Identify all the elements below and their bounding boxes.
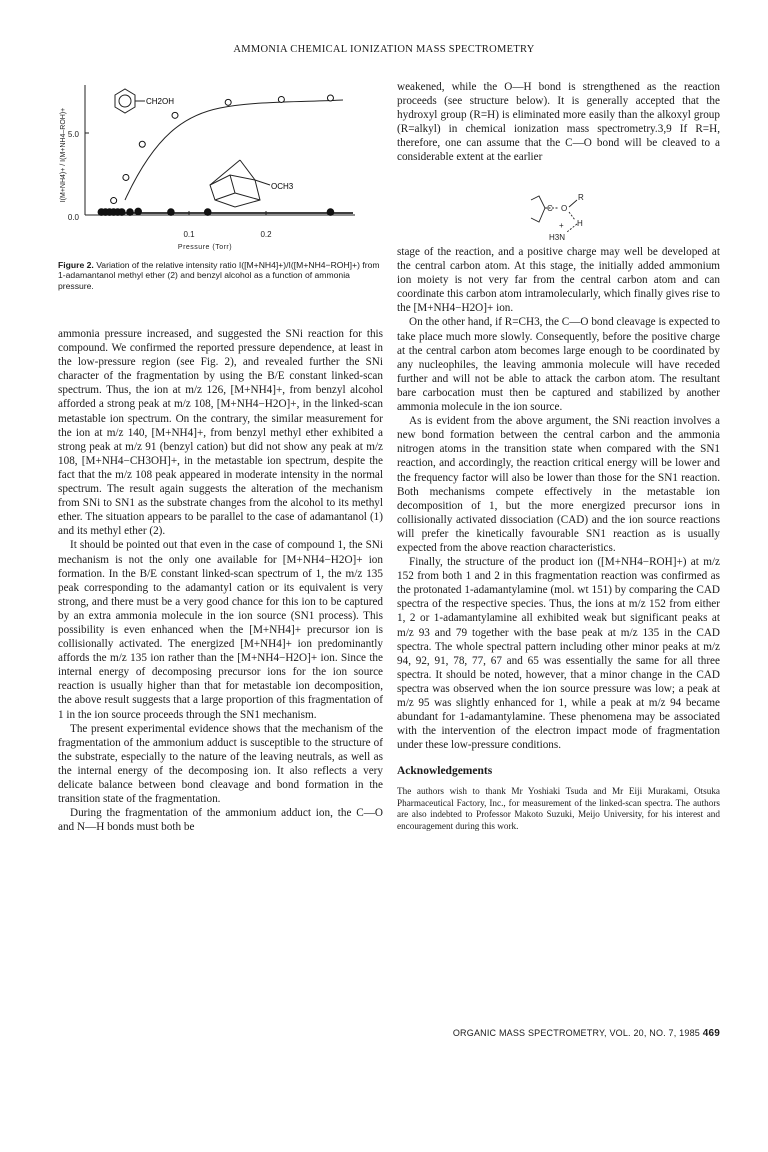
structure-n: H3N xyxy=(549,233,566,242)
data-point-ether xyxy=(135,208,142,215)
figure-caption-text: Variation of the relative intensity ratio I([M+NH4]+)/I([M+NH4−ROH]+) from 1-adamantanol methyl ether (2) and benzyl alcohol as a function of ammonia pressure. xyxy=(58,260,380,291)
footer-journal: ORGANIC MASS SPECTROMETRY, VOL. 20, NO. 7, 1985 xyxy=(452,1028,700,1038)
paragraph: ammonia pressure increased, and suggested the SNi reaction for this compound. We confirmed the reported pressure dependence, at least in the low-pressure region (see Fig. 2), and revealed further the SNi character of the fragmentation by using the B/E constant linked-scan spectrum. Thus, the ion at m/z 126, [M+NH4]+, from benzyl alcohol afforded a strong peak at m/z 108, [M+NH4−H2O]+, in the linked-scan metastable ion spectrum. On the contrary, the similar measurement for the ion at m/z 140, [M+NH4]+, from benzyl methyl ether exhibited a strong peak at m/z 91 (benzyl cation) but did not show any peak at m/z 108, [M+NH4−CH3OH]+, in the metastable ion spectrum, despite the fact that the m/z 108 peak appeared in moderate intensity in the normal spectrum. The result again suggests the alteration of the mechanism from SNi to SN1 as the substrate changes from the alcohol to its methyl ether. The situation appears to be parallel to the case of adamantanol (1) and its methyl ether (2). xyxy=(58,328,383,538)
running-head: AMMONIA CHEMICAL IONIZATION MASS SPECTROMETRY xyxy=(233,44,535,55)
x-axis-label: Pressure (Torr) xyxy=(177,244,233,251)
benzyl-label: CH2OH xyxy=(146,97,175,106)
paragraph: On the other hand, if R=CH3, the C—O bond cleavage is expected to take place much more slowly. Consequently, before the positive charge at the central carbon atom becomes large enough to be coordinated by any nucleophiles, the leaving ammonia molecule will have receded further and will not be able to attack the carbon atom. The resultant bare carbocation must then be captured and stabilized by another ammonia molecule in the ion source. xyxy=(397,316,720,414)
page-number: 469 xyxy=(702,1028,720,1039)
benzyl-alcohol-structure xyxy=(115,89,174,113)
data-point-ether xyxy=(168,209,175,216)
data-point-benzyl xyxy=(123,174,129,180)
benzyl-curve xyxy=(125,100,343,200)
structure-o: O xyxy=(561,204,568,213)
data-point-ether xyxy=(127,209,134,216)
data-point-ether xyxy=(119,209,126,216)
y-tick-label-0: 0.0 xyxy=(67,213,79,222)
data-point-benzyl xyxy=(225,99,231,105)
data-point-ether xyxy=(327,209,334,216)
structure-plus: + xyxy=(559,221,564,230)
acknowledgements-heading: Acknowledgements xyxy=(397,765,493,778)
adamantyl-label: OCH3 xyxy=(271,182,294,191)
data-point-benzyl xyxy=(139,141,145,147)
left-column xyxy=(58,327,383,834)
x-tick-label-2: 0.2 xyxy=(260,230,272,239)
paragraph: As is evident from the above argument, the SNi reaction involves a new bond formation between the central carbon and the ammonia nitrogen atoms in the transition state when compared with the SN1 reaction, and accordingly, the reaction critical energy will be lower and the frequency factor will also be lower than those for the SN1 reaction. Both mechanisms compete effectively in the metastable ion decomposition of 1, but the more energized precursor ions in collisionally activated dissociation (CAD) and the ion source reactions will prefer the kinetically favourable SN1 reaction as is usually expected from the above reaction characteristics. xyxy=(397,415,720,554)
data-point-benzyl xyxy=(172,112,178,118)
y-tick-label-5: 5.0 xyxy=(67,130,79,139)
paragraph: Finally, the structure of the product ion ([M+NH4−ROH]+) at m/z 152 from both 1 and 2 in this fragmentation reaction was confirmed as the protonated 1-adamantylamine (mol. wt 151) by comparing the CAD spectra of the respective species. Thus, the ions at m/z 152 from either 1, 2 or 1-adamantylamine all exhibited weak but significant peaks at m/z 93 and 79 together with the base peak at m/z 135 in the CAD spectra. The whole spectral pattern including other minor peaks at m/z 94, 92, 91, 78, 77, 67 and 65 was essentially the same for all three spectra. It should be noted, however, that a minor change in the CAD spectra was observed when the ion source pressure was low; a peak at m/z 95 was slightly enhanced for 1, while a peak at m/z 94 became abundant for 1-adamantylamine. These phenomena may be associated with the intervention of the electron impact mode of fragmentation under these low-pressure conditions. xyxy=(397,556,720,752)
structure-c: C xyxy=(547,204,553,213)
data-point-benzyl xyxy=(111,198,117,204)
page-footer xyxy=(397,1028,720,1039)
x-tick-label-1: 0.1 xyxy=(183,230,195,239)
structure-r: R xyxy=(578,193,584,202)
structure-h: H xyxy=(577,219,583,228)
paragraph: weakened, while the O—H bond is strengthened as the reaction proceeds (see structure below). It is generally accepted that the hydroxyl group (R=H) is eliminated more easily than the alkoxyl group (R=alkyl) in chemical ionization mass spectrometry.3,9 If R=H, therefore, one can assume that the C—O bond will be cleaved to a considerable extent at the earlier xyxy=(397,81,720,164)
transition-state-structure xyxy=(525,190,595,245)
paragraph: It should be pointed out that even in the case of compound 1, the SNi mechanism is not the only one available for [M+NH4−H2O]+ ion formation. In the B/E constant linked-scan spectrum of 1, the m/z 135 peak corresponding to the adamantyl cation or its equivalent is very strong, and there must be a very good chance for this ion to be captured by an extra ammonia molecule in the ion source (SN1 process). This possibility is even enhanced when the [M+NH4]+ precursor ion is collisionally activated. The energized [M+NH4]+ ion predominantly affords the m/z 135 ion rather than the [M+NH4−H2O]+ ion. Since the internal energy of decomposing precursor ions for the ion source reaction is usually higher than that for metastable ion decomposition, the above result suggests that a large proportion of this fragmentation of 1 in the ion source proceeds through the SN1 mechanism. xyxy=(58,539,383,721)
right-column-bottom xyxy=(397,245,720,832)
acknowledgements-text: The authors wish to thank Mr Yoshiaki Tsuda and Mr Eiji Murakami, Otsuka Pharmaceutical Factory, Inc., for measurement of the linked-scan spectra. The authors are also indebted to Professor Makoto Suzuki, Meijo University, for his interest and encouragement during this work. xyxy=(397,786,720,831)
data-point-benzyl xyxy=(278,96,284,102)
paragraph: During the fragmentation of the ammonium adduct ion, the C—O and N—H bonds must both be xyxy=(58,807,383,834)
right-column-top xyxy=(397,80,720,165)
data-point-ether xyxy=(204,209,211,216)
figure-caption xyxy=(58,260,383,291)
paragraph: stage of the reaction, and a positive charge may well be developed at the central carbon atom. At this stage, the initially added ammonium ion moiety is not very far from the central carbon atom and can coordinate this carbon atom intramolecularly, which finally gives rise to the [M+NH4−H2O]+ ion. xyxy=(397,246,720,315)
paragraph: The present experimental evidence shows that the mechanism of the fragmentation of the ammonium adduct is susceptible to the structure of the substrate, especially to the nature of the leaving neutrals, as well as the internal energy of the decomposing ion. It also reflects a very delicate balance between bond cleavage and bond formation in the transition state of the fragmentation. xyxy=(58,722,383,806)
data-point-benzyl xyxy=(327,95,333,101)
figure-2-chart xyxy=(55,75,380,255)
figure-caption-label: Figure 2. xyxy=(58,260,94,270)
adamantyl-ether-structure xyxy=(210,160,270,207)
y-axis-label: I(M+NH4)+ / I(M+NH4–ROH)+ xyxy=(60,107,67,203)
